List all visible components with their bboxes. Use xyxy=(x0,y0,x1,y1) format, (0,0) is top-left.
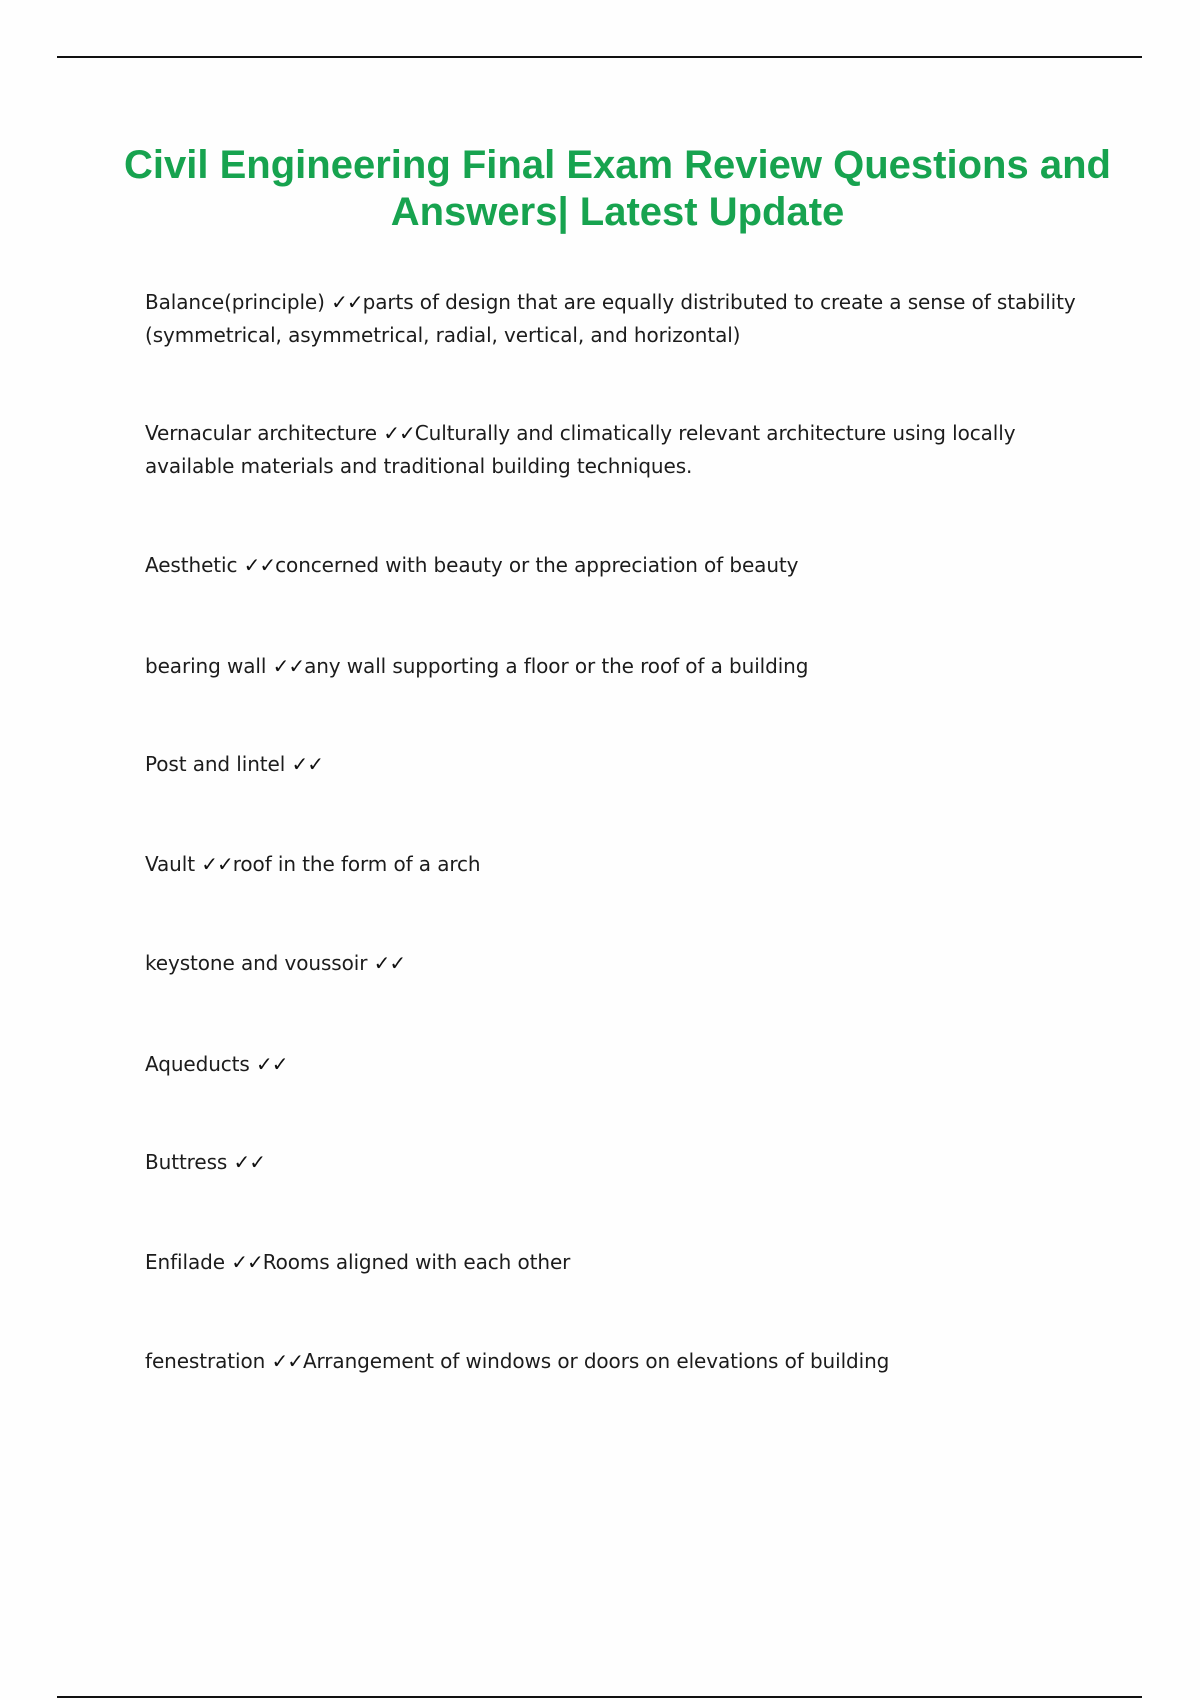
header-rule xyxy=(57,56,1142,58)
document-title: Civil Engineering Final Exam Review Questions and Answers| Latest Update xyxy=(124,143,1111,234)
qa-entry xyxy=(145,286,1105,352)
entry-term: Enfilade xyxy=(145,1250,232,1274)
qa-entry xyxy=(145,1146,1105,1179)
footer-rule xyxy=(57,1696,1142,1698)
entry-answer: parts of design that are equally distributed to create a sense of stability (symmetrical, asymmetrical, radial, vertical, and horizontal) xyxy=(145,290,1082,347)
entry-term: Aesthetic xyxy=(145,553,244,577)
entry-term: Vault xyxy=(145,852,202,876)
entry-term: Post and lintel xyxy=(145,752,292,776)
entry-answer: Culturally and climatically relevant architecture using locally available materials and traditional building techniques. xyxy=(145,421,1022,478)
entry-term: bearing wall xyxy=(145,654,273,678)
qa-entry xyxy=(145,947,1105,980)
double-check-icon: ✓✓ xyxy=(271,1349,303,1373)
double-check-icon: ✓✓ xyxy=(243,553,276,577)
entry-term: Aqueducts xyxy=(145,1052,256,1076)
entry-term: fenestration xyxy=(145,1349,272,1373)
entry-answer: roof in the form of a arch xyxy=(232,852,481,876)
qa-entry xyxy=(145,1246,1105,1279)
double-check-icon: ✓✓ xyxy=(373,951,406,975)
qa-entry xyxy=(145,848,1105,881)
double-check-icon: ✓✓ xyxy=(383,421,415,445)
double-check-icon: ✓✓ xyxy=(233,1150,265,1174)
qa-entry xyxy=(145,748,1105,781)
entry-answer: any wall supporting a floor or the roof of a building xyxy=(304,654,809,678)
entry-term: Vernacular architecture xyxy=(145,421,384,445)
entry-term: Buttress xyxy=(145,1150,234,1174)
qa-entry xyxy=(145,549,1105,582)
entry-term: keystone and voussoir xyxy=(145,951,374,975)
double-check-icon: ✓✓ xyxy=(291,752,323,776)
double-check-icon: ✓✓ xyxy=(272,654,305,678)
entry-answer: concerned with beauty or the appreciation of beauty xyxy=(275,553,799,577)
qa-entry xyxy=(145,1048,1105,1081)
double-check-icon: ✓✓ xyxy=(231,1250,263,1274)
entry-answer: Rooms aligned with each other xyxy=(262,1250,571,1274)
qa-entry xyxy=(145,650,1105,683)
double-check-icon: ✓✓ xyxy=(201,852,233,876)
qa-entry xyxy=(145,1345,1105,1378)
entry-term: Balance(principle) xyxy=(145,290,332,314)
double-check-icon: ✓✓ xyxy=(331,290,363,314)
entry-answer: Arrangement of windows or doors on elevations of building xyxy=(302,1349,890,1373)
qa-entry xyxy=(145,417,1105,483)
double-check-icon: ✓✓ xyxy=(256,1052,288,1076)
